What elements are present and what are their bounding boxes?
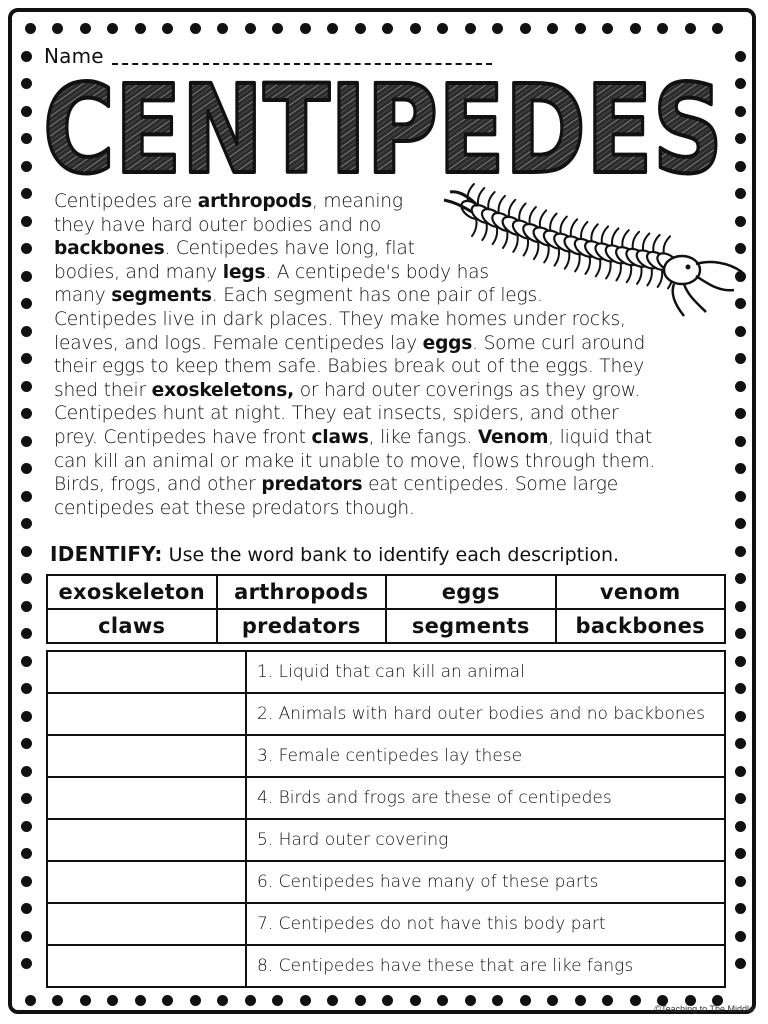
- question-row: [47, 651, 725, 693]
- passage-line: [54, 355, 724, 379]
- border-dot: [21, 491, 32, 502]
- question-text: 4. Birds and frogs are these of centipedes: [246, 777, 725, 819]
- border-dot: [300, 23, 311, 34]
- border-dot: [21, 656, 32, 667]
- border-dot: [657, 23, 668, 34]
- page-title: [38, 64, 728, 194]
- border-dot: [21, 381, 32, 392]
- passage-line: [54, 497, 724, 521]
- question-text: 6. Centipedes have many of these parts: [246, 861, 725, 903]
- passage-text: , like fangs.: [368, 426, 478, 448]
- border-dot: [21, 161, 32, 172]
- border-dot: [107, 23, 118, 34]
- question-text: 7. Centipedes do not have this body part: [246, 903, 725, 945]
- vocabulary-term: legs: [222, 261, 266, 283]
- passage-text: they have hard outer bodies and no: [54, 214, 382, 236]
- border-dot: [735, 353, 746, 364]
- vocabulary-term: backbones: [54, 238, 165, 260]
- border-dot: [735, 793, 746, 804]
- border-dot: [520, 23, 531, 34]
- border-dot: [547, 995, 558, 1006]
- passage-text: , liquid that: [548, 426, 653, 448]
- border-dot: [602, 995, 613, 1006]
- word-bank: [46, 574, 726, 644]
- border-dot: [410, 995, 421, 1006]
- border-dot: [21, 271, 32, 282]
- border-dot: [21, 106, 32, 117]
- border-dot: [21, 326, 32, 337]
- question-text: 8. Centipedes have these that are like fangs: [246, 945, 725, 987]
- passage-text: Centipedes hunt at night. They eat insects, spiders, and other: [54, 403, 619, 425]
- border-dot: [735, 573, 746, 584]
- border-dot: [21, 133, 32, 144]
- border-dot: [735, 381, 746, 392]
- border-dot: [162, 23, 173, 34]
- border-dot: [21, 188, 32, 199]
- word-bank-term: exoskeleton: [47, 575, 217, 609]
- reading-passage: [54, 190, 724, 520]
- passage-line: [54, 261, 724, 285]
- border-dot: [245, 995, 256, 1006]
- border-dot: [630, 23, 641, 34]
- vocabulary-term: segments: [111, 285, 212, 307]
- border-dot: [492, 23, 503, 34]
- passage-text: . A centipede's body has: [265, 261, 489, 283]
- passage-text: . Each segment has one pair of legs.: [211, 285, 543, 307]
- border-dot: [735, 133, 746, 144]
- passage-text: many: [54, 285, 112, 307]
- border-dot: [80, 995, 91, 1006]
- question-row: [47, 693, 725, 735]
- passage-line: [54, 308, 724, 332]
- identify-instructions: [50, 542, 619, 566]
- title-graphic: [38, 64, 728, 194]
- word-bank-term: backbones: [556, 609, 726, 643]
- border-dot: [735, 738, 746, 749]
- border-dot: [735, 106, 746, 117]
- passage-text: , meaning: [311, 191, 403, 212]
- passage-text: centipedes eat these predators though.: [54, 497, 415, 519]
- word-bank-term: eggs: [386, 575, 556, 609]
- border-dot: [735, 903, 746, 914]
- answer-cell[interactable]: [47, 945, 246, 987]
- border-dot: [21, 573, 32, 584]
- vocabulary-term: Venom: [477, 426, 549, 448]
- border-dot: [735, 491, 746, 502]
- answer-table: [46, 650, 726, 988]
- border-dot: [735, 518, 746, 529]
- border-dot: [21, 243, 32, 254]
- border-dot: [575, 23, 586, 34]
- border-dot: [735, 958, 746, 969]
- identify-keyword: IDENTIFY:: [50, 542, 163, 566]
- border-dot: [190, 995, 201, 1006]
- border-dot: [382, 995, 393, 1006]
- border-dot: [735, 766, 746, 777]
- border-dot: [25, 995, 36, 1006]
- passage-line: [54, 473, 724, 497]
- border-dot: [465, 23, 476, 34]
- border-dot: [272, 995, 283, 1006]
- border-dot: [327, 23, 338, 34]
- passage-line: [54, 237, 724, 261]
- border-dot: [245, 23, 256, 34]
- border-dot: [190, 23, 201, 34]
- passage-line: [54, 426, 724, 450]
- passage-text: bodies, and many: [54, 261, 223, 283]
- word-bank-term: segments: [386, 609, 556, 643]
- question-text: 5. Hard outer covering: [246, 819, 725, 861]
- passage-text: leaves, and logs. Female centipedes lay: [54, 332, 423, 354]
- answer-cell[interactable]: [47, 903, 246, 945]
- word-bank-term: venom: [556, 575, 726, 609]
- border-dot: [217, 23, 228, 34]
- border-dot: [21, 216, 32, 227]
- border-dot: [492, 995, 503, 1006]
- border-dot: [21, 738, 32, 749]
- border-dot: [21, 298, 32, 309]
- border-dot: [21, 683, 32, 694]
- border-dot: [735, 463, 746, 474]
- border-dot: [630, 995, 641, 1006]
- border-dot: [410, 23, 421, 34]
- border-dot: [21, 793, 32, 804]
- border-dot: [735, 711, 746, 722]
- border-dot: [735, 683, 746, 694]
- identify-text: Use the word bank to identify each description.: [162, 544, 620, 566]
- border-dot: [382, 23, 393, 34]
- vocabulary-term: arthropods: [197, 191, 312, 212]
- border-dot: [547, 23, 558, 34]
- border-dot: [135, 23, 146, 34]
- answer-cell[interactable]: [47, 735, 246, 777]
- passage-line: [54, 284, 724, 308]
- passage-text: Centipedes live in dark places. They make homes under rocks,: [54, 308, 626, 330]
- vocabulary-term: exoskeletons,: [151, 379, 295, 401]
- question-row: [47, 861, 725, 903]
- passage-line: [54, 190, 724, 214]
- border-dot: [25, 23, 36, 34]
- passage-text: . Some curl around: [472, 332, 646, 354]
- border-dot: [437, 995, 448, 1006]
- border-dot: [52, 23, 63, 34]
- vocabulary-term: eggs: [422, 332, 473, 354]
- passage-text: can kill an animal or make it unable to move, flows through them.: [54, 450, 656, 472]
- border-dot: [52, 995, 63, 1006]
- border-dot: [80, 23, 91, 34]
- border-dot: [21, 601, 32, 612]
- passage-text: Centipedes are: [54, 191, 198, 212]
- border-dot: [437, 23, 448, 34]
- border-dot: [21, 518, 32, 529]
- border-dot: [21, 766, 32, 777]
- answer-cell[interactable]: [47, 777, 246, 819]
- border-dot: [327, 995, 338, 1006]
- word-bank-term: arthropods: [217, 575, 387, 609]
- word-bank-term: predators: [217, 609, 387, 643]
- border-dot: [135, 995, 146, 1006]
- passage-text: shed their: [54, 379, 152, 401]
- question-row: [47, 945, 725, 987]
- border-dot: [21, 711, 32, 722]
- border-dot: [735, 546, 746, 557]
- border-dot: [735, 628, 746, 639]
- passage-text: eat centipedes. Some large: [362, 474, 618, 496]
- name-label: Name: [44, 44, 104, 68]
- answer-cell[interactable]: [47, 693, 246, 735]
- question-text: 1. Liquid that can kill an animal: [246, 651, 725, 693]
- border-dot: [21, 436, 32, 447]
- title-text: CENTIPEDES: [43, 64, 723, 194]
- passage-line: [54, 332, 724, 356]
- border-dot: [520, 995, 531, 1006]
- border-dot: [735, 78, 746, 89]
- passage-line: [54, 402, 724, 426]
- border-dot: [735, 931, 746, 942]
- vocabulary-term: predators: [261, 474, 363, 496]
- border-dot: [162, 995, 173, 1006]
- border-dot: [272, 23, 283, 34]
- border-dot: [735, 848, 746, 859]
- passage-text: or hard outer coverings as they grow.: [294, 379, 640, 401]
- border-dot: [21, 958, 32, 969]
- question-row: [47, 777, 725, 819]
- answer-cell[interactable]: [47, 819, 246, 861]
- answer-cell[interactable]: [47, 651, 246, 693]
- border-dot: [21, 903, 32, 914]
- border-dot: [735, 876, 746, 887]
- border-dot: [21, 628, 32, 639]
- border-dot: [575, 995, 586, 1006]
- border-dot: [107, 995, 118, 1006]
- border-dot: [735, 51, 746, 62]
- passage-line: [54, 450, 724, 474]
- passage-text: their eggs to keep them safe. Babies break out of the eggs. They: [54, 356, 645, 378]
- border-dot: [735, 161, 746, 172]
- border-dot: [735, 821, 746, 832]
- border-dot: [712, 23, 723, 34]
- question-text: 3. Female centipedes lay these: [246, 735, 725, 777]
- border-dot: [21, 78, 32, 89]
- border-dot: [21, 353, 32, 364]
- border-dot: [21, 546, 32, 557]
- word-bank-row: [47, 609, 725, 643]
- passage-line: [54, 379, 724, 403]
- question-row: [47, 819, 725, 861]
- passage-text: Birds, frogs, and other: [54, 474, 262, 496]
- answer-cell[interactable]: [47, 861, 246, 903]
- border-dot: [735, 656, 746, 667]
- border-dot: [300, 995, 311, 1006]
- border-dot: [21, 821, 32, 832]
- border-dot: [602, 23, 613, 34]
- passage-text: prey. Centipedes have front: [54, 426, 312, 448]
- border-dot: [735, 601, 746, 612]
- vocabulary-term: claws: [311, 426, 369, 448]
- border-dot: [21, 931, 32, 942]
- border-dot: [735, 436, 746, 447]
- question-text: 2. Animals with hard outer bodies and no backbones: [246, 693, 725, 735]
- border-dot: [355, 995, 366, 1006]
- passage-text: . Centipedes have long, flat: [164, 238, 415, 260]
- border-dot: [217, 995, 228, 1006]
- passage-line: [54, 214, 724, 238]
- border-dot: [21, 51, 32, 62]
- border-dot: [465, 995, 476, 1006]
- word-bank-term: claws: [47, 609, 217, 643]
- word-bank-row: [47, 575, 725, 609]
- border-dot: [21, 408, 32, 419]
- border-dot: [21, 876, 32, 887]
- question-row: [47, 735, 725, 777]
- copyright-footer: ©Teaching to The Middle: [654, 1004, 754, 1014]
- border-dot: [685, 23, 696, 34]
- border-dot: [21, 848, 32, 859]
- border-dot: [21, 463, 32, 474]
- border-dot: [735, 408, 746, 419]
- question-row: [47, 903, 725, 945]
- border-dot: [355, 23, 366, 34]
